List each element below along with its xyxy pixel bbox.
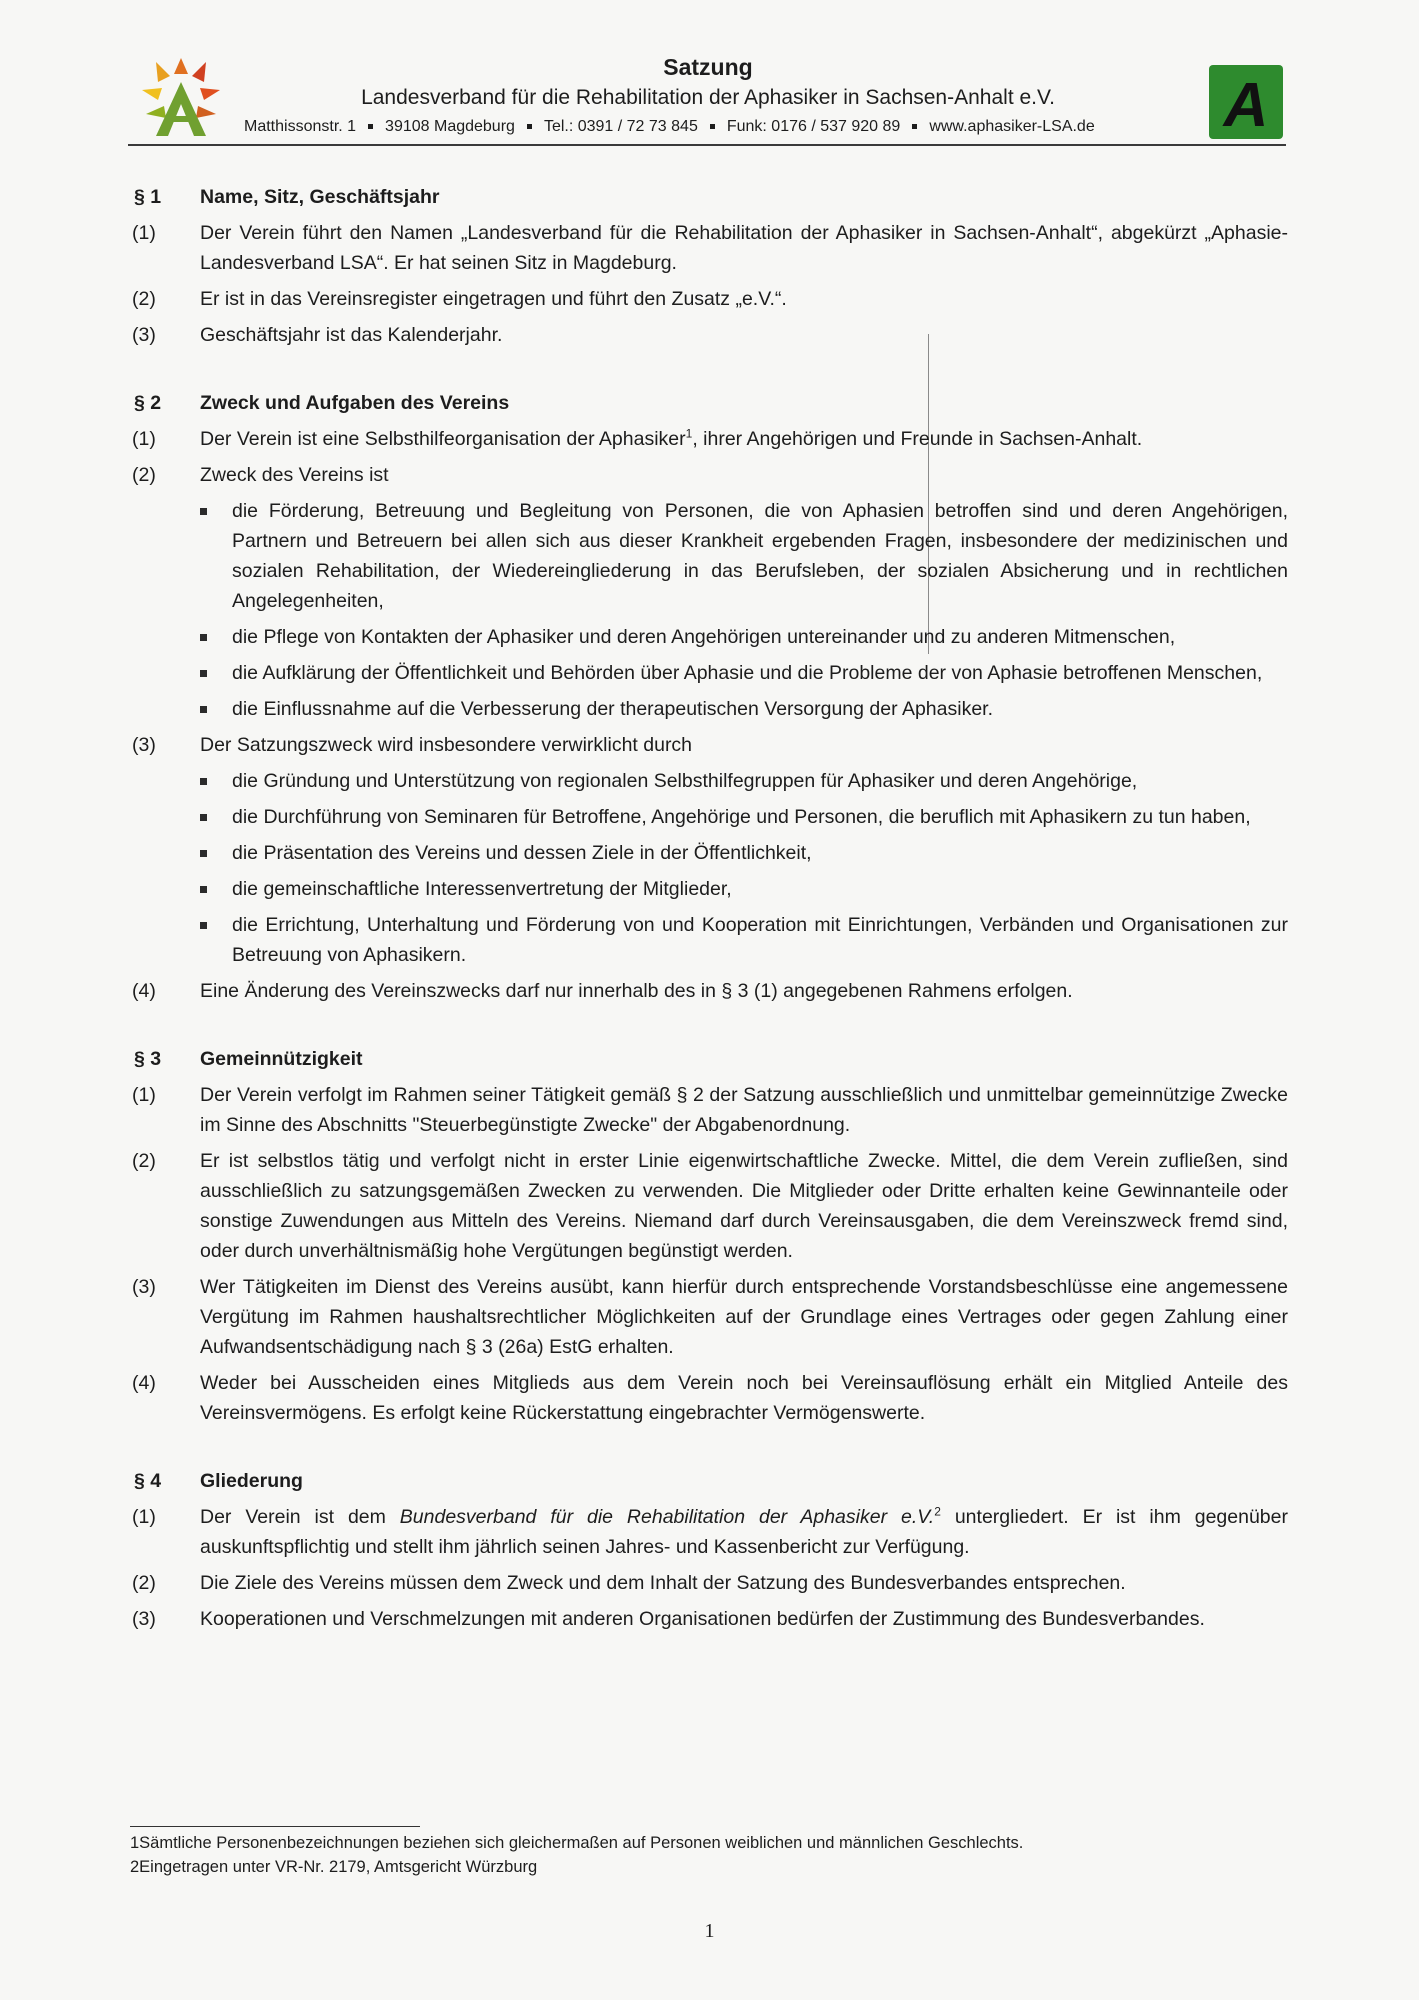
paragraph: (1) Der Verein ist eine Selbsthilfeorganisation der Aphasiker$^1$, ihrer Angehörigen und Freunde in Sachsen-Anhalt.: [132, 426, 1143, 450]
city: 39108 Magdeburg: [385, 118, 515, 135]
letterhead: [128, 50, 1288, 150]
aphasia-a-logo-icon: [1208, 64, 1284, 140]
contact-line: [244, 118, 1095, 136]
list-item: die Aufklärung der Öffentlichkeit und Behörden über Aphasie und die Probleme der von Aphasie betroffenen Menschen,: [128, 658, 1288, 688]
paragraph: (1) Der Verein verfolgt im Rahmen seiner Tätigkeit gemäß § 2 der Satzung ausschließlich und unmittelbar gemeinnützige Zwecke im Sinne des Abschnitts "Steuerbegünstigte Zwecke" der Abgabenordnung.: [132, 1084, 1288, 1136]
paragraph: (3) Kooperationen und Verschmelzungen mit anderen Organisationen bedürfen der Zustimmung des Bundesverbandes.: [132, 1608, 1205, 1630]
section-heading-3: § 3 Gemeinnützigkeit: [134, 1048, 363, 1070]
section-heading-4: § 4 Gliederung: [134, 1470, 303, 1492]
paragraph: (3) Wer Tätigkeiten im Dienst des Vereins ausübt, kann hierfür durch entsprechende Vorstandsbeschlüsse eine angemessene Vergütung im Rahmen haushaltsrechtlicher Möglichkeiten auf der Grundlage eines Vertrages oder gegen Zahlung einer Aufwandsentschädigung nach § 3 (26a) EstG erhalten.: [132, 1276, 1288, 1358]
footnote-divider: [130, 1826, 420, 1827]
footnote-2: 2Eingetragen unter VR-Nr. 2179, Amtsgericht Würzburg: [130, 1858, 538, 1876]
paragraph: (1) Der Verein führt den Namen „Landesverband für die Rehabilitation der Aphasiker in Sachsen-Anhalt“, abgekürzt „Aphasie-Landesverband LSA“. Er hat seinen Sitz in Magdeburg.: [132, 222, 1288, 274]
paragraph: (4) Weder bei Ausscheiden eines Mitglieds aus dem Verein noch bei Vereinsauflösung erhält ein Mitglied Anteile des Vereinsvermögens. Es erfolgt keine Rückerstattung eingebrachter Vermögenswerte.: [132, 1372, 1288, 1424]
page-number: 1: [704, 1920, 715, 1942]
section-heading-1: § 1 Name, Sitz, Geschäftsjahr: [134, 186, 440, 208]
paragraph: (1) Der Verein ist dem Bundesverband für die Rehabilitation der Aphasiker e.V.$^2$ untergliedert. Er ist ihm gegenüber auskunftspflichtig und stellt ihm jährlich seinen Jahres- und Kassenbericht zur Verfügung.: [132, 1504, 1288, 1558]
footnote-1: 1Sämtliche Personenbezeichnungen beziehen sich gleichermaßen auf Personen weiblichen und männlichen Geschlechts.: [130, 1834, 1024, 1852]
website: www.aphasiker-LSA.de: [929, 118, 1095, 135]
paragraph: (2) Die Ziele des Vereins müssen dem Zweck und dem Inhalt der Satzung des Bundesverbandes entsprechen.: [132, 1572, 1126, 1594]
paragraph: (4) Eine Änderung des Vereinszwecks darf nur innerhalb des in § 3 (1) angegebenen Rahmens erfolgen.: [132, 980, 1073, 1002]
paragraph: (2) Zweck des Vereins ist: [132, 464, 389, 486]
list-item: die Pflege von Kontakten der Aphasiker und deren Angehörigen untereinander und zu anderen Mitmenschen,: [128, 622, 1288, 652]
list-item: die Durchführung von Seminaren für Betroffene, Angehörige und Personen, die beruflich mit Aphasikern zu tun haben,: [128, 802, 1288, 832]
footnote-ref: 1: [685, 426, 693, 441]
paragraph: (3) Der Satzungszweck wird insbesondere verwirklicht durch: [132, 734, 693, 756]
mobile: Funk: 0176 / 537 920 89: [726, 118, 901, 135]
section-heading-2: § 2 Zweck und Aufgaben des Vereins: [134, 392, 510, 414]
list-item: die Errichtung, Unterhaltung und Förderung von und Kooperation mit Einrichtungen, Verbänden und Organisationen zur Betreuung von Aphasikern.: [128, 910, 1288, 970]
street: Matthissonstr. 1: [244, 118, 357, 135]
statute-body: [128, 186, 1288, 1640]
list-item: die gemeinschaftliche Interessenvertretung der Mitglieder,: [128, 874, 1288, 904]
list-item: die Förderung, Betreuung und Begleitung von Personen, die von Aphasien betroffen sind und deren Angehörigen, Partnern und Betreuern bei allen sich aus dieser Krankheit ergebenden Fragen, insbesondere der medizinischen und sozialen Rehabilitation, der Wiedereingliederung in das Berufsleben, der sozialen Absicherung und in rechtlichen Angelegenheiten,: [128, 496, 1288, 616]
phone: Tel.: 0391 / 72 73 845: [543, 118, 698, 135]
header-divider: [128, 144, 1286, 146]
document-title: Satzung: [663, 54, 753, 80]
paragraph: (2) Er ist in das Vereinsregister eingetragen und führt den Zusatz „e.V.“.: [132, 288, 787, 310]
list-item: die Einflussnahme auf die Verbesserung der therapeutischen Versorgung der Aphasiker.: [128, 694, 1288, 724]
paragraph: (3) Geschäftsjahr ist das Kalenderjahr.: [132, 324, 503, 346]
logo-letter: A: [1223, 71, 1269, 140]
footnote-ref: 2: [934, 1504, 941, 1519]
list-item: die Gründung und Unterstützung von regionalen Selbsthilfegruppen für Aphasiker und deren Angehörige,: [128, 766, 1288, 796]
list-item: die Präsentation des Vereins und dessen Ziele in der Öffentlichkeit,: [128, 838, 1288, 868]
paragraph: (2) Er ist selbstlos tätig und verfolgt nicht in erster Linie eigenwirtschaftliche Zwecke. Mittel, die dem Verein zufließen, sind ausschließlich zu satzungsgemäßen Zwecken zu verwenden. Die Mitglieder oder Dritte erhalten keine Gewinnanteile oder sonstige Zuwendungen aus Mitteln des Vereins. Niemand darf durch Vereinsausgaben, die dem Vereinszweck fremd sind, oder durch unverhältnismäßig hohe Vergütungen begünstigt werden.: [132, 1150, 1288, 1262]
organization-name: Landesverband für die Rehabilitation der Aphasiker in Sachsen-Anhalt e.V.: [361, 86, 1055, 109]
